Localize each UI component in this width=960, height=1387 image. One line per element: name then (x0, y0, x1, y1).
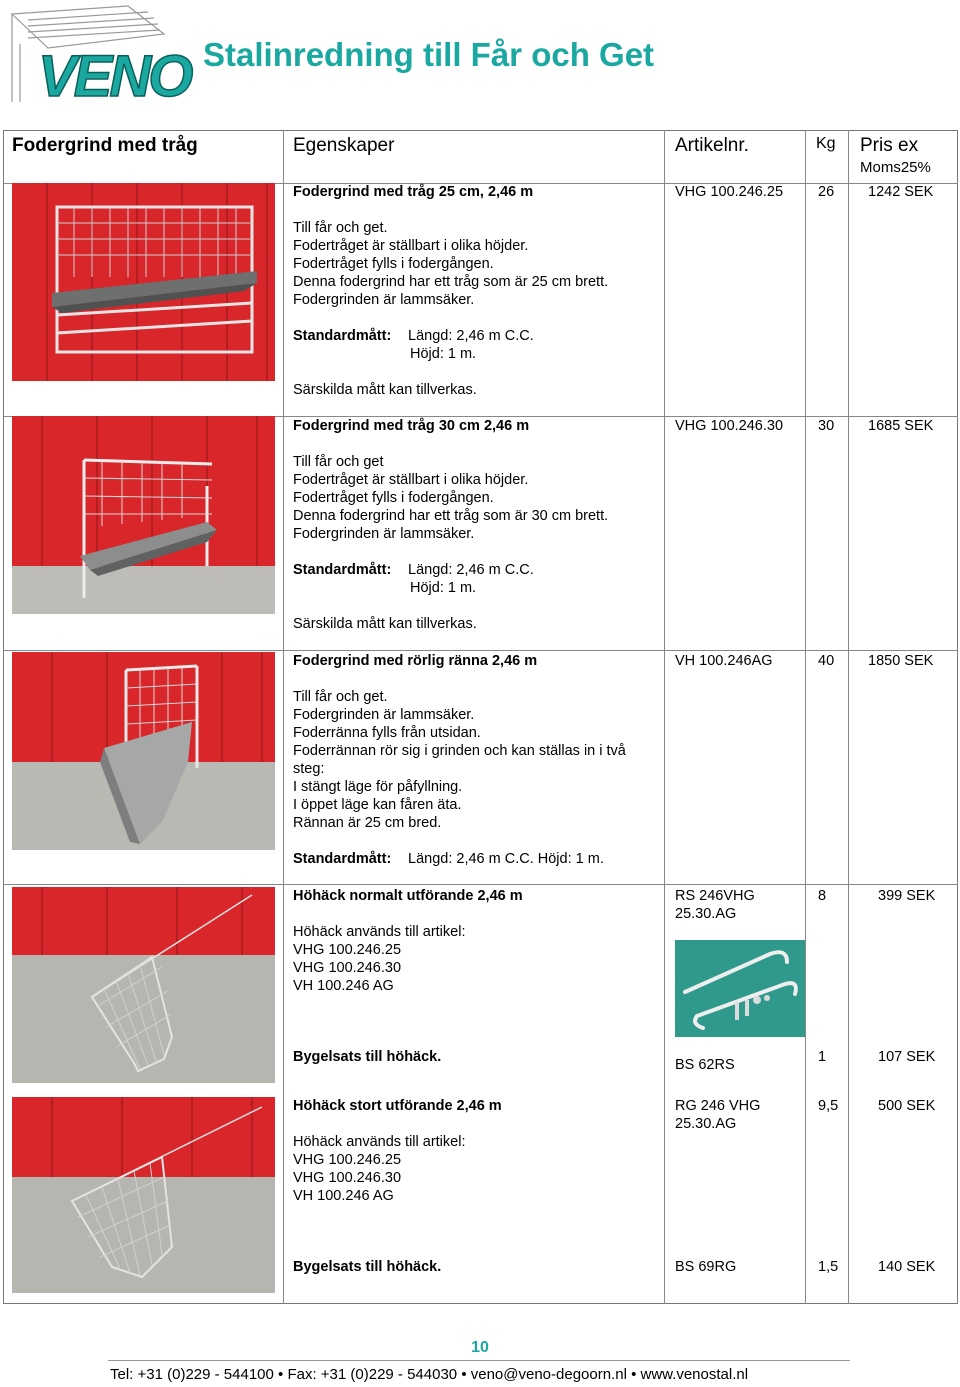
std-length: Längd: 2,46 m C.C. (408, 562, 534, 578)
price: 500 SEK (878, 1098, 936, 1114)
std-label: Standardmått: (293, 562, 392, 578)
weight-kg: 30 (818, 418, 835, 434)
desc-line: Till får och get. (293, 689, 388, 705)
col-header-article: Artikelnr. (675, 135, 749, 156)
std-label: Standardmått: (293, 328, 392, 344)
used-article: VHG 100.246.25 (293, 942, 402, 958)
desc-line: Foderränna fylls från utsidan. (293, 725, 481, 741)
kit-weight-kg: 1,5 (818, 1259, 839, 1275)
weight-kg: 9,5 (818, 1098, 839, 1114)
price: 1685 SEK (868, 418, 934, 434)
page-title: Stalinredning till Får och Get (203, 36, 655, 73)
article-number: VHG 100.246.30 (675, 418, 784, 434)
desc-line: Fodertråget är ställbart i olika höjder. (293, 238, 529, 254)
article-number: VH 100.246AG (675, 653, 773, 669)
desc-line: I öppet läge kan fåren äta. (293, 797, 462, 813)
product-name: Fodergrind med tråg 25 cm, 2,46 m (293, 184, 534, 200)
used-label: Höhäck används till artikel: (293, 1134, 466, 1150)
article-number: RS 246VHG (675, 888, 755, 904)
desc-line: steg: (293, 761, 325, 777)
logo-text: VENO (38, 44, 191, 109)
col-header-properties: Egenskaper (293, 135, 395, 156)
product-photo-hay-rack-large (12, 1097, 275, 1293)
std-label: Standardmått: (293, 851, 392, 867)
special-note: Särskilda mått kan tillverkas. (293, 616, 477, 632)
desc-line: Fodergrinden är lammsäker. (293, 526, 475, 542)
kit-price: 107 SEK (878, 1049, 936, 1065)
footer-contact: Tel: +31 (0)229 - 544100 • Fax: +31 (0)229 - 544030 • veno@veno-degoorn.nl • www.venostal.nl (110, 1366, 749, 1383)
desc-line: Till får och get. (293, 220, 388, 236)
used-article: VHG 100.246.30 (293, 960, 402, 976)
desc-line: Fodertråget fylls i fodergången. (293, 256, 494, 272)
std-height: Höjd: 1 m. (410, 580, 477, 596)
col-header-kg: Kg (816, 135, 836, 152)
price: 1850 SEK (868, 653, 934, 669)
article-number: RG 246 VHG (675, 1098, 761, 1114)
desc-line: Denna fodergrind har ett tråg som är 30 cm brett. (293, 508, 609, 524)
page-number: 10 (471, 1339, 489, 1356)
article-number-cont: 25.30.AG (675, 1116, 737, 1132)
col-divider (283, 130, 284, 1304)
footer-divider (108, 1360, 850, 1361)
col-header-price: Pris ex (860, 135, 919, 156)
product-photo-trough-25 (12, 183, 275, 381)
col-divider (805, 130, 806, 1304)
desc-line: Foderrännan rör sig i grinden och kan ställas in i två (293, 743, 626, 759)
veno-logo (8, 4, 191, 109)
product-photo-moving-chute (12, 652, 275, 850)
col-header-product: Fodergrind med tråg (12, 135, 198, 156)
special-note: Särskilda mått kan tillverkas. (293, 382, 477, 398)
col-divider (664, 130, 665, 1304)
used-article: VH 100.246 AG (293, 978, 394, 994)
row-divider (3, 884, 958, 885)
article-number: VHG 100.246.25 (675, 184, 784, 200)
desc-line: Denna fodergrind har ett tråg som är 25 cm brett. (293, 274, 609, 290)
product-name: Fodergrind med rörlig ränna 2,46 m (293, 653, 538, 669)
row-divider (3, 650, 958, 651)
weight-kg: 8 (818, 888, 827, 904)
std-length: Längd: 2,46 m C.C. (408, 328, 534, 344)
kit-article-number: BS 69RG (675, 1259, 737, 1275)
kit-name: Bygelsats till höhäck. (293, 1259, 442, 1275)
product-photo-bracket-kit (675, 940, 805, 1037)
desc-line: Fodergrinden är lammsäker. (293, 707, 475, 723)
product-photo-hay-rack-normal (12, 887, 275, 1083)
price: 1242 SEK (868, 184, 934, 200)
product-name: Fodergrind med tråg 30 cm 2,46 m (293, 418, 530, 434)
used-article: VH 100.246 AG (293, 1188, 394, 1204)
used-article: VHG 100.246.30 (293, 1170, 402, 1186)
col-header-price-sub: Moms25% (860, 159, 931, 176)
weight-kg: 40 (818, 653, 835, 669)
kit-price: 140 SEK (878, 1259, 936, 1275)
kit-name: Bygelsats till höhäck. (293, 1049, 442, 1065)
desc-line: I stängt läge för påfyllning. (293, 779, 463, 795)
article-number-cont: 25.30.AG (675, 906, 737, 922)
kit-article-number: BS 62RS (675, 1057, 735, 1073)
kit-weight-kg: 1 (818, 1049, 827, 1065)
desc-line: Till får och get (293, 454, 384, 470)
desc-line: Rännan är 25 cm bred. (293, 815, 442, 831)
std-length: Längd: 2,46 m C.C. Höjd: 1 m. (408, 851, 604, 867)
desc-line: Fodertråget fylls i fodergången. (293, 490, 494, 506)
col-divider (848, 130, 849, 1304)
desc-line: Fodergrinden är lammsäker. (293, 292, 475, 308)
used-article: VHG 100.246.25 (293, 1152, 402, 1168)
product-photo-trough-30 (12, 416, 275, 614)
used-label: Höhäck används till artikel: (293, 924, 466, 940)
weight-kg: 26 (818, 184, 835, 200)
product-name: Höhäck stort utförande 2,46 m (293, 1098, 502, 1114)
std-height: Höjd: 1 m. (410, 346, 477, 362)
product-name: Höhäck normalt utförande 2,46 m (293, 888, 523, 904)
price: 399 SEK (878, 888, 936, 904)
desc-line: Fodertråget är ställbart i olika höjder. (293, 472, 529, 488)
